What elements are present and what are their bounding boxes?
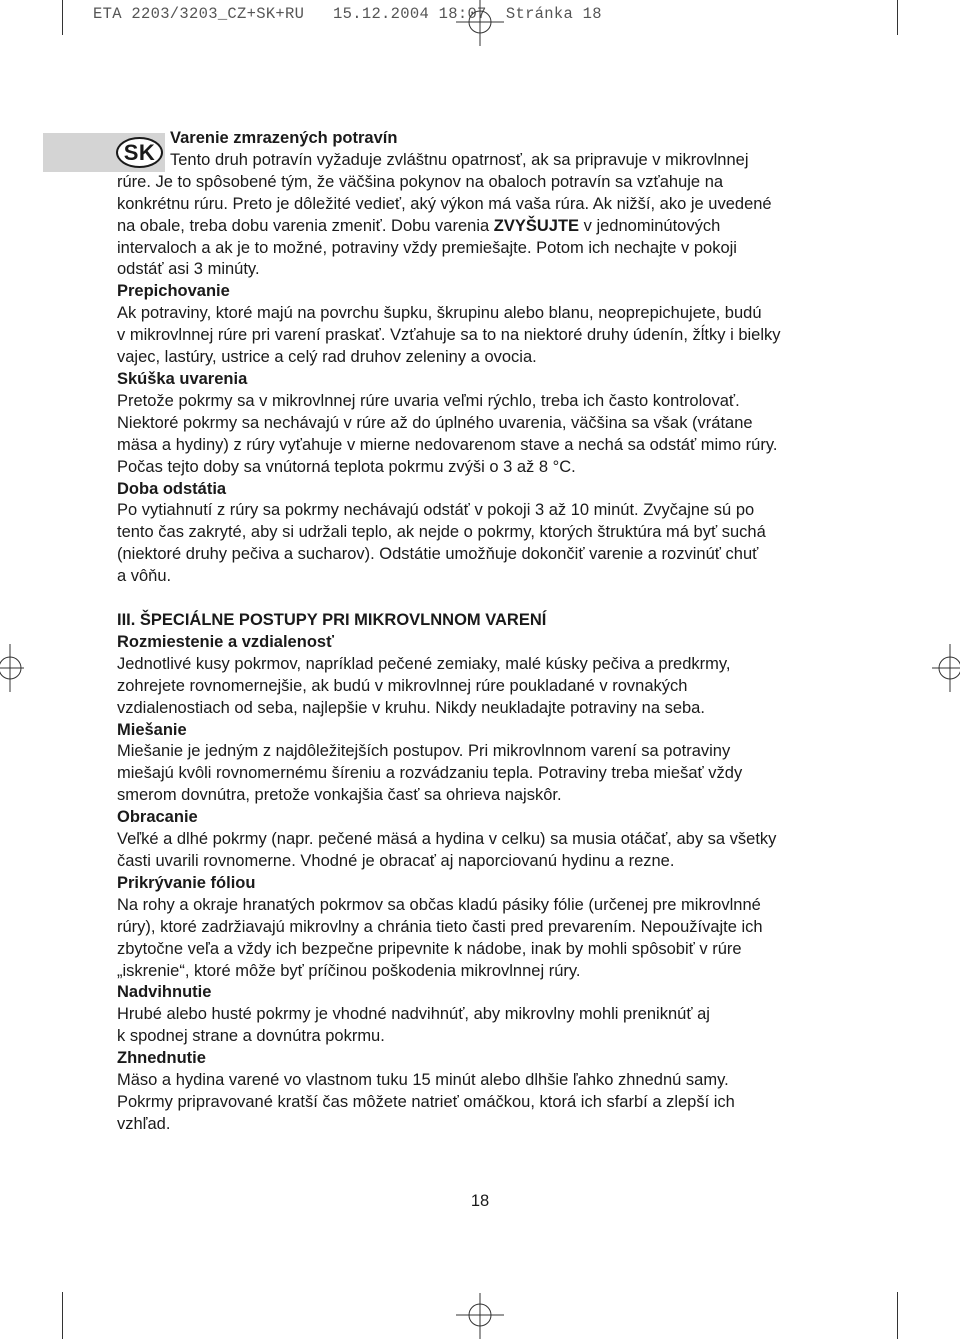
section-heading: Nadvihnutie (117, 983, 212, 1002)
section-heading: Miešanie (117, 720, 187, 739)
body-line: smerom dovnútra, pretože vonkajšia časť sa ohrieva najskôr. (117, 786, 562, 805)
section-heading: Prepichovanie (117, 282, 230, 301)
body-line: vzdialenostiach od seba, najlepšie v kruhu. Nikdy neukladajte potraviny na seba. (117, 698, 705, 717)
registration-mark-right (932, 644, 960, 692)
registration-mark-left (0, 644, 24, 692)
body-line: rúre. Je to spôsobené tým, že väčšina pokynov na obaloch potravín sa vzťahuje na (117, 172, 724, 191)
body-line: Jednotlivé kusy pokrmov, napríklad pečené zemiaky, malé kúsky pečiva a predkrmy, (117, 654, 731, 673)
body-line: mäsa a hydiny) z rúry vyťahuje v mierne nedovarenom stave a nechá sa odstáť mimo rúry. (117, 435, 778, 454)
body-line: vzhľad. (117, 1114, 171, 1133)
body-line: intervaloch a ak je to možné, potraviny vždy premiešajte. Potom ich nechajte v pokoji (117, 238, 737, 257)
crop-mark-bl-v (62, 1292, 63, 1339)
body-text (117, 128, 847, 1136)
body-line: k spodnej strane a dovnútra pokrmu. (117, 1027, 385, 1046)
section-heading: Doba odstátia (117, 479, 227, 498)
chapter-heading: III. ŠPECIÁLNE POSTUPY PRI MIKROVLNNOM VARENÍ (117, 611, 547, 630)
body-line: časti uvarili rovnomerne. Vhodné je obracať aj naporciovanú hydinu a rezne. (117, 852, 675, 870)
language-badge: SK (116, 137, 163, 168)
body-line: (niektoré druhy pečiva a sucharov). Odstátie umožňuje dokončiť varenie a rozvinúť chuť (117, 545, 759, 564)
emphasis-word: ZVYŠUJTE (493, 216, 580, 235)
body-line-part: na obale, treba dobu varenia zmeniť. Dobu varenia (117, 216, 494, 235)
body-line: Po vytiahnutí z rúry sa pokrmy nechávajú odstáť v pokoji 3 až 10 minút. Zvyčajne sú po (117, 501, 755, 520)
body-line: zbytočne veľa a vždy ich bezpečne pripevnite k nádobe, inak by mohli spôsobiť v rúre (117, 939, 742, 958)
body-line: konkrétnu rúru. Preto je dôležité vedieť, aký výkon má vaša rúra. Ak nižší, ako je uvedené (117, 194, 772, 213)
body-line: Hrubé alebo husté pokrmy je vhodné nadvihnúť, aby mikrovlny mohli preniknúť aj (117, 1005, 710, 1024)
registration-mark-bottom (456, 1293, 504, 1339)
body-line: v mikrovlnnej rúre pri varení praskať. Vzťahuje sa to na niektoré druhy údenín, žĺtky i bielky (117, 326, 781, 345)
page-number: 18 (470, 1192, 490, 1210)
body-line: odstáť asi 3 minúty. (117, 260, 260, 279)
body-line: Počas tejto doby sa vnútorná teplota pokrmu zvýši o 3 až 8 °C. (117, 457, 576, 476)
crop-mark-tl-v (62, 0, 63, 35)
body-line: Niektoré pokrmy sa nechávajú v rúre až do úplného uvarenia, väčšina sa však (vrátane (117, 413, 753, 432)
section-heading: Zhnednutie (117, 1049, 206, 1068)
body-line: „iskrenie“, ktoré môže byť príčinou poškodenia mikrovlnnej rúry. (117, 961, 581, 980)
print-slug: ETA 2203/3203_CZ+SK+RU 15.12.2004 18:07 Stránka 18 (93, 5, 602, 23)
body-line: Pokrmy pripravované kratší čas môžete natrieť omáčkou, ktorá ich sfarbí a zlepší ich (117, 1092, 735, 1111)
section-heading: Prikrývanie fóliou (117, 873, 256, 892)
body-line: miešajú kvôli rovnomernému šíreniu a rozvádzaniu tepla. Potraviny treba miešať vždy (117, 764, 743, 783)
body-line-part: v jednominútových (579, 216, 721, 235)
body-line: Na rohy a okraje hranatých pokrmov sa občas kladú pásiky fólie (určenej pre mikrovlnné (117, 895, 761, 914)
body-line: Veľké a dlhé pokrmy (napr. pečené mäsá a hydina v celku) sa musia otáčať, aby sa všetky (117, 830, 777, 849)
body-line: Pretože pokrmy sa v mikrovlnnej rúre uvaria veľmi rýchlo, treba ich často kontrolovať. (117, 391, 740, 410)
crop-mark-tr-v (897, 0, 898, 35)
body-line: zohrejete rovnomernejšie, ak budú v mikrovlnnej rúre poukladané v rovnakých (117, 676, 688, 695)
section-heading: Rozmiestenie a vzdialenosť (117, 632, 334, 651)
registration-mark-top (456, 0, 504, 46)
crop-mark-br-v (897, 1292, 898, 1339)
body-line: a vôňu. (117, 567, 172, 586)
body-line: Ak potraviny, ktoré majú na povrchu šupku, škrupinu alebo blanu, neoprepichujete, budú (117, 304, 762, 323)
body-line: rúry), ktoré zadržiavajú mikrovlny a chránia tieto časti pred prevarením. Nepoužívajte ich (117, 917, 763, 936)
body-line: Miešanie je jedným z najdôležitejších postupov. Pri mikrovlnnom varení sa potraviny (117, 742, 731, 761)
body-line: Tento druh potravín vyžaduje zvláštnu opatrnosť, ak sa pripravuje v mikrovlnnej (170, 150, 749, 169)
body-line: Mäso a hydina varené vo vlastnom tuku 15 minút alebo dlhšie ľahko zhnednú samy. (117, 1071, 729, 1090)
body-line: vajec, lastúry, ustrice a celý rad druhov zeleniny a ovocia. (117, 348, 537, 367)
section-heading: Varenie zmrazených potravín (170, 129, 398, 147)
body-line (117, 216, 847, 238)
section-heading: Skúška uvarenia (117, 369, 248, 388)
section-heading: Obracanie (117, 808, 198, 827)
body-line: tento čas zakryté, aby si udržali teplo, ak nejde o pokrmy, ktorých štruktúra má byť suchá (117, 523, 766, 542)
